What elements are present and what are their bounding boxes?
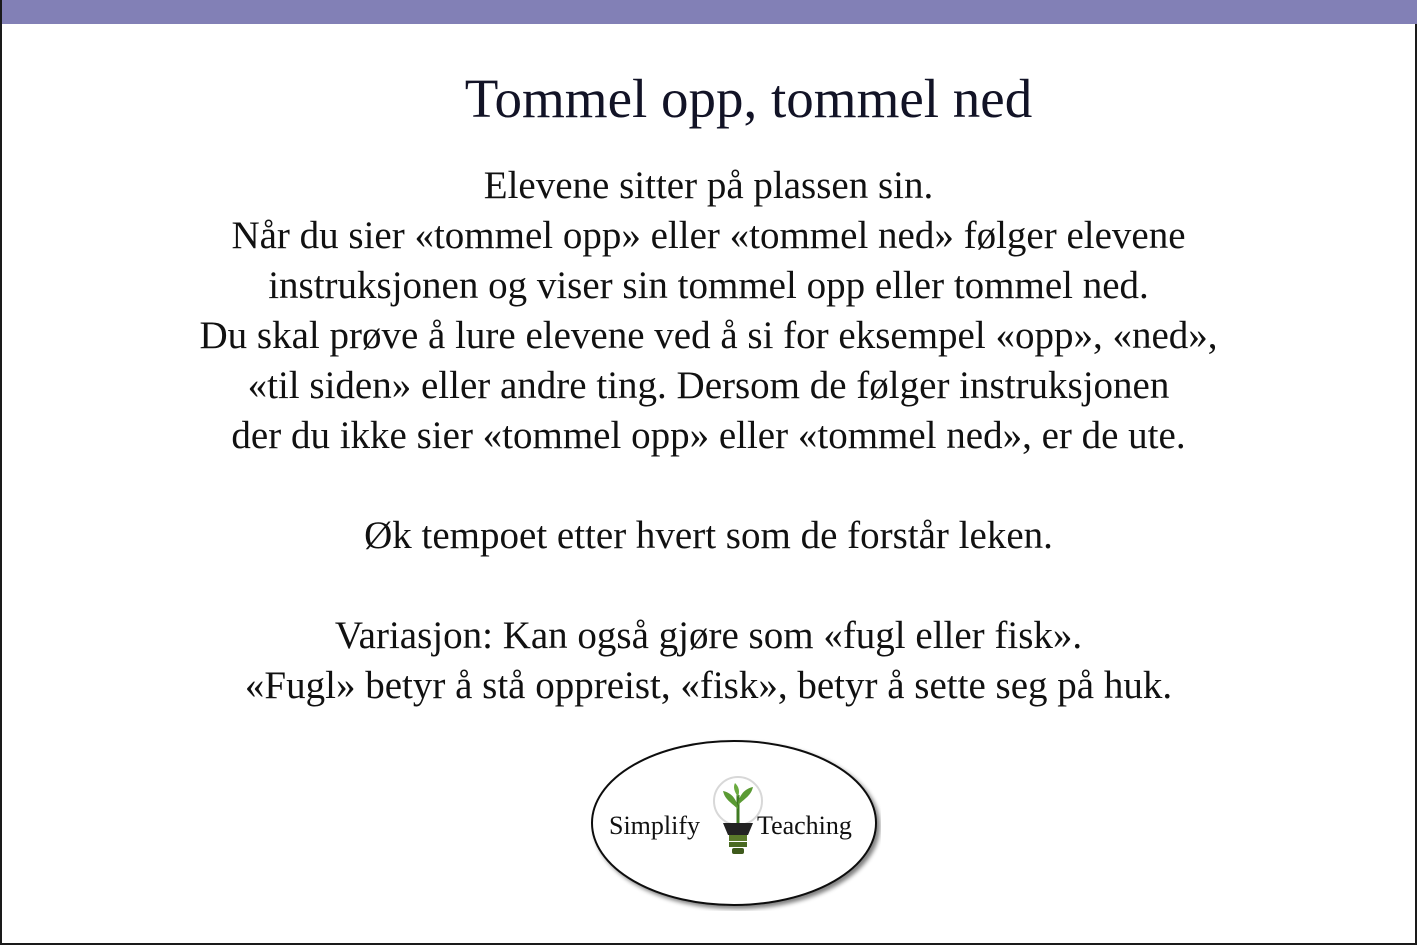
text-line: Øk tempoet etter hvert som de forstår leken. (364, 514, 1053, 557)
text-line: Elevene sitter på plassen sin. (483, 164, 934, 207)
paragraph-gap (2, 461, 1415, 511)
top-color-bar (2, 0, 1417, 24)
logo-word-right: Teaching (757, 811, 852, 840)
text-line: Du skal prøve å lure elevene ved å si for eksempel «opp», «ned», (199, 314, 1218, 357)
text-line: Når du sier «tommel opp» eller «tommel ned» følger elevene (231, 214, 1186, 257)
simplify-teaching-logo (591, 739, 881, 911)
card-body (2, 161, 1415, 711)
card-title: Tommel opp, tommel ned (464, 68, 1033, 129)
text-line: der du ikke sier «tommel opp» eller «tommel ned», er de ute. (231, 414, 1186, 457)
logo-word-left: Simplify (609, 811, 701, 840)
text-line: instruksjonen og viser sin tommel opp eller tommel ned. (268, 264, 1149, 307)
text-line: Variasjon: Kan også gjøre som «fugl eller fisk». (334, 614, 1083, 657)
text-line: «Fugl» betyr å stå oppreist, «fisk», betyr å sette seg på huk. (244, 664, 1173, 707)
paragraph-gap (2, 561, 1415, 611)
text-line: «til siden» eller andre ting. Dersom de følger instruksjonen (247, 364, 1170, 407)
